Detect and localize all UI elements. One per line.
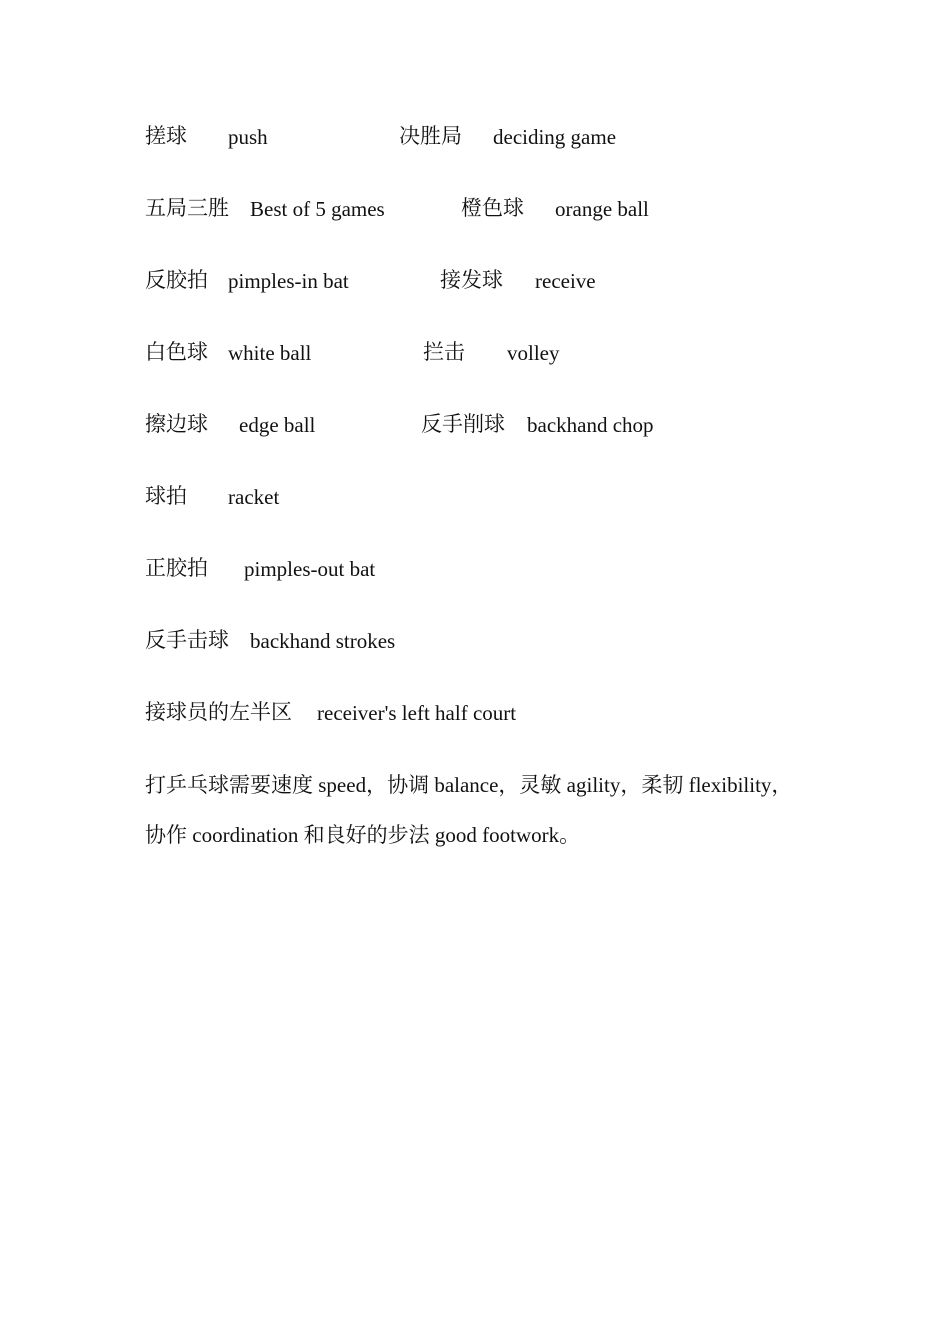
term-zh: 反胶拍 [145,268,208,292]
term-en: receive [535,269,596,293]
term-zh: 接球员的左半区 [145,700,292,724]
term-en: edge ball [239,413,316,437]
term-en: pimples-in bat [228,269,349,293]
term-en: pimples-out bat [244,557,376,581]
term-zh: 搓球 [145,124,187,148]
paragraph-line: 协作 coordination 和良好的步法 good footwork。 [145,823,581,847]
term-en: backhand strokes [250,629,396,653]
term-zh: 五局三胜 [145,196,229,220]
term-en: Best of 5 games [250,197,385,221]
term-en: volley [507,341,560,365]
term-en: orange ball [555,197,649,221]
term-en: white ball [228,341,312,365]
term-zh: 擦边球 [145,412,208,436]
term-zh: 接发球 [440,268,503,292]
term-en: push [228,125,268,149]
term-en: deciding game [493,125,617,149]
term-zh: 橙色球 [461,196,524,220]
term-en: receiver's left half court [317,701,517,725]
term-zh: 决胜局 [399,124,462,148]
term-zh: 反手击球 [145,628,229,652]
term-en: racket [228,485,280,509]
term-zh: 正胶拍 [145,556,208,580]
term-zh: 反手削球 [421,412,505,436]
term-en: backhand chop [527,413,654,437]
term-zh: 白色球 [145,340,208,364]
term-zh: 拦击 [423,340,465,364]
term-zh: 球拍 [145,484,187,508]
paragraph-line: 打乒乓球需要速度 speed，协调 balance，灵敏 agility，柔韧 flexibility， [145,773,793,797]
